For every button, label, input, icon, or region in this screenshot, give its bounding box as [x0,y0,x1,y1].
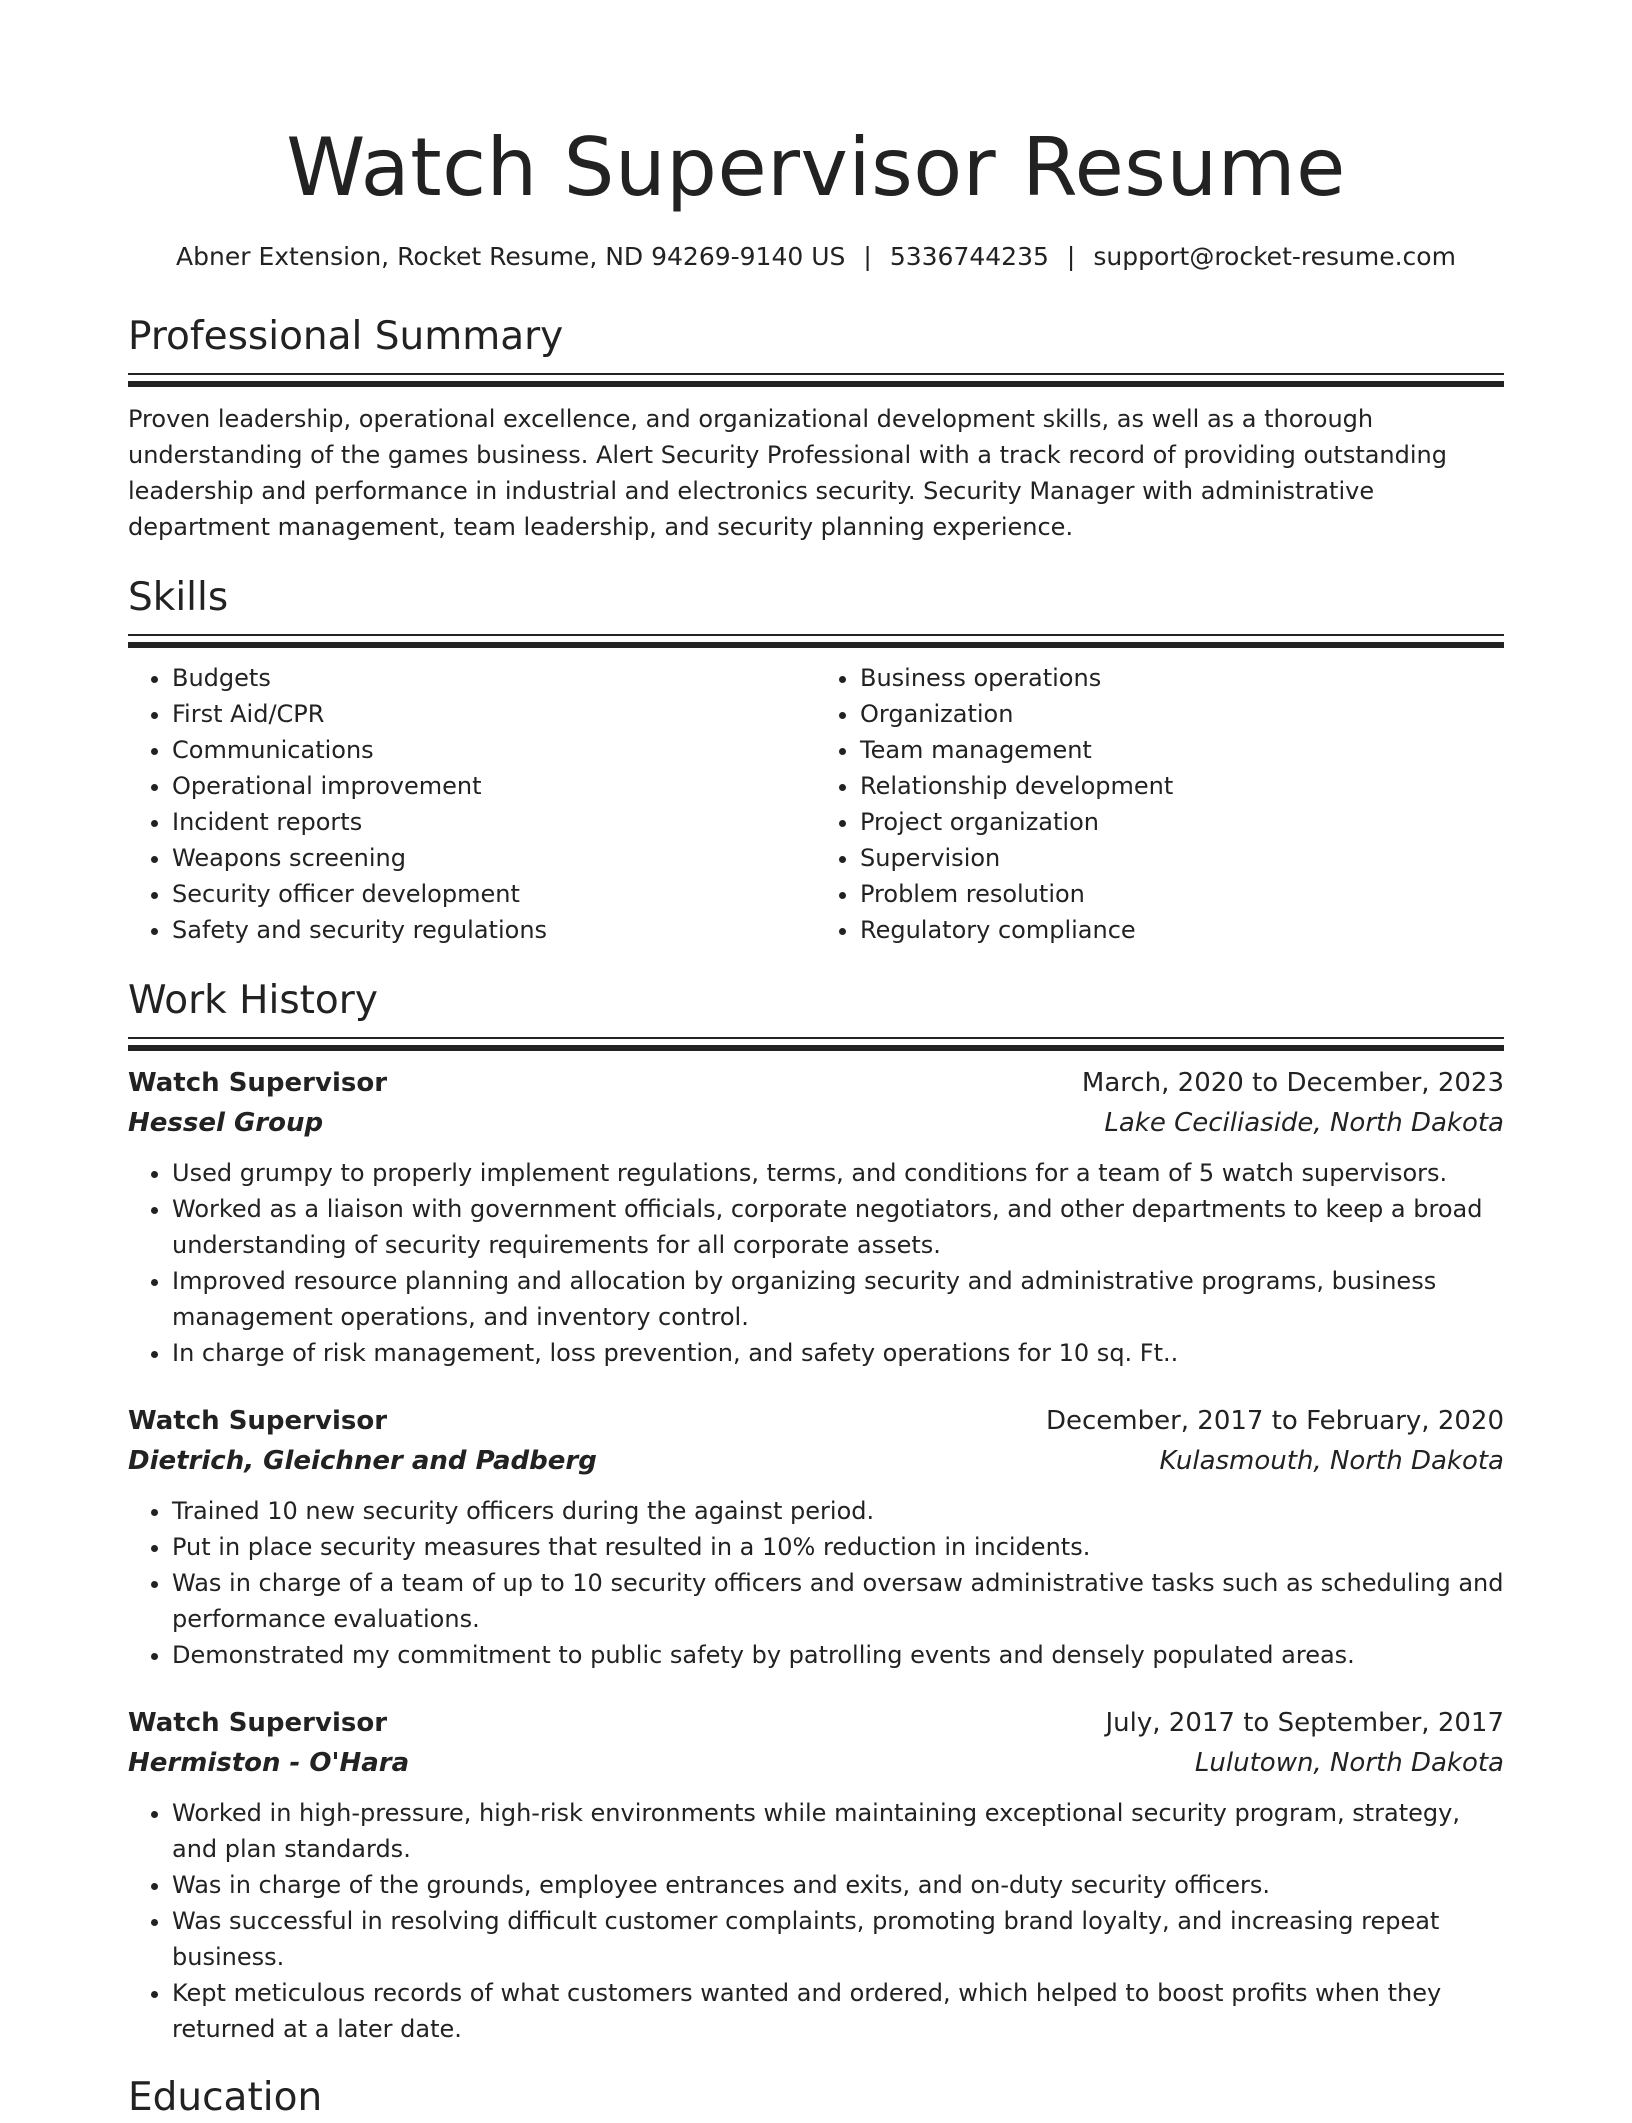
job-bullet: • Was in charge of the grounds, employee entrances and exits, and on-duty security officers. [172,1867,1504,1903]
job-dates: March, 2020 to December, 2023 [1081,1068,1504,1098]
job-list [128,1063,1504,2047]
job-location: Lulutown, North Dakota [1194,1748,1504,1778]
job-dates: July, 2017 to September, 2017 [1105,1708,1504,1738]
skill-item: • Weapons screening [172,840,816,876]
skill-item: • Safety and security regulations [172,912,816,948]
job-company: Hermiston - O'Hara [128,1748,410,1778]
job-title: Watch Supervisor [128,1406,388,1436]
skill-item: • Communications [172,732,816,768]
skill-item: • Regulatory compliance [860,912,1504,948]
contact-separator: | [1066,242,1076,271]
job-bullet: • Used grumpy to properly implement regulations, terms, and conditions for a team of 5 watch supervisors. [172,1155,1504,1191]
job-entry [128,1401,1504,1673]
job-location: Lake Ceciliaside, North Dakota [1104,1108,1504,1138]
skill-item: • Problem resolution [860,876,1504,912]
section-heading-skills: Skills [128,575,229,620]
work-section [128,976,1504,2047]
skill-item: • First Aid/CPR [172,696,816,732]
job-company: Hessel Group [128,1108,324,1138]
skill-item: • Organization [860,696,1504,732]
skill-item: • Incident reports [172,804,816,840]
job-bullets [128,1493,1504,1673]
skills-section [128,573,1504,948]
skill-item: • Relationship development [860,768,1504,804]
job-bullets [128,1155,1504,1371]
contact-phone: 5336744235 [889,242,1049,271]
job-title: Watch Supervisor [128,1708,388,1738]
skill-item: • Budgets [172,660,816,696]
job-bullet: • Was successful in resolving difficult customer complaints, promoting brand loyalty, and increasing repeat business. [172,1903,1504,1975]
job-company: Dietrich, Gleichner and Padberg [128,1446,597,1476]
job-bullet: • Demonstrated my commitment to public safety by patrolling events and densely populated areas. [172,1637,1504,1673]
job-bullets [128,1795,1504,2047]
skill-item: • Business operations [860,660,1504,696]
job-bullet: • Trained 10 new security officers during the against period. [172,1493,1504,1529]
job-dates: December, 2017 to February, 2020 [1045,1406,1504,1436]
job-company-row [128,1743,1504,1783]
job-entry [128,1703,1504,2047]
job-company-row [128,1441,1504,1481]
contact-email: support@rocket-resume.com [1093,242,1456,271]
skills-list-right [816,660,1504,948]
section-heading-education: Education [128,2075,323,2120]
section-heading-work: Work History [128,978,378,1023]
skill-item: • Operational improvement [172,768,816,804]
education-section [128,2073,1504,2123]
section-divider [128,1037,1504,1051]
contact-address: Abner Extension, Rocket Resume, ND 94269-9140 US [176,242,846,271]
resume-content [128,118,1504,2123]
section-divider [128,373,1504,387]
skill-item: • Project organization [860,804,1504,840]
job-entry [128,1063,1504,1371]
contact-separator: | [863,242,872,271]
job-location: Kulasmouth, North Dakota [1159,1446,1504,1476]
job-company-row [128,1103,1504,1143]
job-bullet: • Worked in high-pressure, high-risk environments while maintaining exceptional security program, strategy, and plan standards. [172,1795,1504,1867]
summary-section [128,312,1504,545]
job-bullet: • Put in place security measures that resulted in a 10% reduction in incidents. [172,1529,1504,1565]
skills-columns [128,660,1504,948]
job-header-row [128,1063,1504,1103]
skill-item: • Security officer development [172,876,816,912]
job-header-row [128,1703,1504,1743]
skill-item: • Supervision [860,840,1504,876]
job-bullet: • Kept meticulous records of what customers wanted and ordered, which helped to boost profits when they returned at a later date. [172,1975,1504,2047]
job-title: Watch Supervisor [128,1068,388,1098]
job-bullet: • In charge of risk management, loss prevention, and safety operations for 10 sq. Ft.. [172,1335,1504,1371]
skill-item: • Team management [860,732,1504,768]
summary-text: Proven leadership, operational excellence, and organizational development skills, as well as a thorough understanding of the games business. Alert Security Professional with a track record of providing outstanding leadership and performance in industrial and electronics security. Security Manager with administrative department management, team leadership, and security planning experience. [128,405,1447,541]
section-divider [128,634,1504,648]
section-heading-summary: Professional Summary [128,314,564,359]
contact-line [128,240,1504,274]
job-bullet: • Improved resource planning and allocation by organizing security and administrative programs, business management operations, and inventory control. [172,1263,1504,1335]
job-bullet: • Worked as a liaison with government officials, corporate negotiators, and other departments to keep a broad understanding of security requirements for all corporate assets. [172,1191,1504,1263]
job-bullet: • Was in charge of a team of up to 10 security officers and oversaw administrative tasks such as scheduling and performance evaluations. [172,1565,1504,1637]
skills-list-left [128,660,816,948]
resume-title: Watch Supervisor Resume [286,121,1346,214]
job-header-row [128,1401,1504,1441]
